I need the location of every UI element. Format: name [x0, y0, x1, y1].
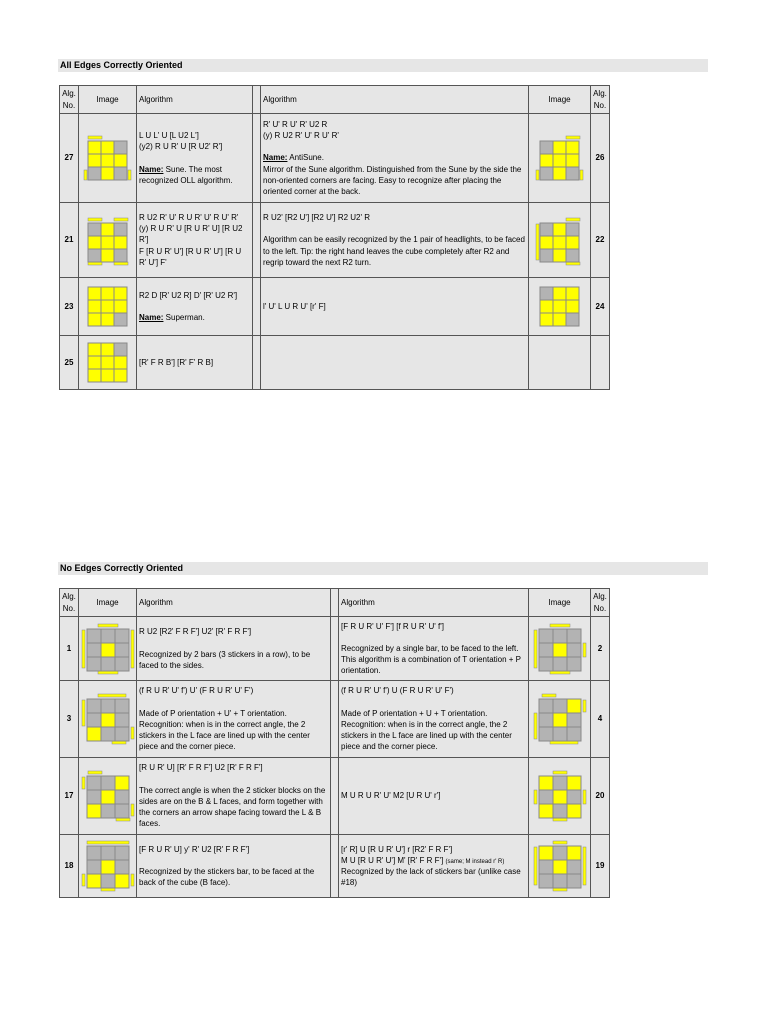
table-row [60, 617, 610, 681]
sune-case-icon [79, 114, 137, 203]
col-header-alg-no: Alg. No. [60, 86, 79, 114]
superman-case-icon [79, 278, 137, 336]
case-24-icon [529, 278, 591, 336]
table-header-row [60, 86, 610, 114]
col-header-image: Image [79, 589, 137, 617]
table-row [60, 835, 610, 898]
case-2-icon [529, 617, 591, 681]
algorithm-text: R2 D [R' U2 R] D' [R' U2 R'] Name: Superman. [137, 278, 253, 336]
algorithm-text: L U L' U [L U2 L'] (y2) R U R' U [R U2' R'] Name: Sune. The most recognized OLL algorithm. [137, 114, 253, 203]
alg-number: 21 [60, 203, 79, 278]
case-17-icon [79, 758, 137, 835]
oll-table-no-edges [59, 588, 610, 898]
algorithm-text: l' U' L U R U' [r' F] [261, 278, 529, 336]
alg-number: 3 [60, 681, 79, 758]
table-row [60, 681, 610, 758]
case-25-icon [79, 336, 137, 390]
case-1-icon [79, 617, 137, 681]
alg-number: 27 [60, 114, 79, 203]
col-header-algorithm: Algorithm [261, 86, 529, 114]
antisune-case-icon [529, 114, 591, 203]
alg-number: 18 [60, 835, 79, 898]
table-header-row [60, 589, 610, 617]
alg-number: 26 [591, 114, 610, 203]
table-row [60, 114, 610, 203]
alg-number: 25 [60, 336, 79, 390]
alg-number: 24 [591, 278, 610, 336]
alg-number: 19 [591, 835, 610, 898]
case-18-icon [79, 835, 137, 898]
oll-table-all-edges [59, 85, 610, 390]
algorithm-text: (f R U R' U' f') U (F R U R' U' F') Made of P orientation + U + T orientation. Recognition: when is in the correct angle, the 2 stickers in the L face are lined up with the center piece and the corner piece. [339, 681, 529, 758]
algorithm-text: [r' R] U [R U R' U'] r [R2' F R F'] M U [R U R' U'] M' [R' F R F'] (same; M instead r' R) Recognized by the lack of stickers bar (unlike case #18) [339, 835, 529, 898]
algorithm-text: R U2 R' U' R U R' U' R U' R' (y) R U R' U [R U R' U] [R U2 R'] F [R U R' U'] [R U R' U'] [R U R' U'] F' [137, 203, 253, 278]
algorithm-text: [R' F R B'] [R' F' R B] [137, 336, 253, 390]
case-19-icon [529, 835, 591, 898]
alg-number: 4 [591, 681, 610, 758]
table-row [60, 336, 610, 390]
alg-number: 1 [60, 617, 79, 681]
col-header-algorithm: Algorithm [137, 86, 253, 114]
algorithm-text: R U2 [R2' F R F'] U2' [R' F R F'] Recognized by 2 bars (3 stickers in a row), to be faced to the sides. [137, 617, 331, 681]
col-header-algorithm: Algorithm [339, 589, 529, 617]
case-22-icon [529, 203, 591, 278]
alg-number: 17 [60, 758, 79, 835]
algorithm-text: (f R U R' U' f') U' (F R U R' U' F') Made of P orientation + U' + T orientation. Recognition: when is in the correct angle, the 2 stickers in the L face are lined up with the center piece and the corner piece. [137, 681, 331, 758]
alg-number: 22 [591, 203, 610, 278]
alg-number: 2 [591, 617, 610, 681]
col-header-image: Image [529, 86, 591, 114]
case-21-icon [79, 203, 137, 278]
table-row [60, 758, 610, 835]
case-20-icon [529, 758, 591, 835]
case-4-icon [529, 681, 591, 758]
algorithm-text: R U2' [R2 U'] [R2 U'] R2 U2' R Algorithm can be easily recognized by the 1 pair of headlights, to be faced to the left. Tip: the right hand leaves the cube completely after R2 and regrip toward the next R2 turn. [261, 203, 529, 278]
algorithm-text: R' U' R U' R' U2 R (y) R U2 R' U' R U' R' Name: AntiSune. Mirror of the Sune algorithm. Distinguished from the Sune by the side the non-oriented corners are facing. Easy to recognize after placing the oriented corner at the back. [261, 114, 529, 203]
algorithm-text: M U R U R' U' M2 [U R U' r'] [339, 758, 529, 835]
algorithm-text: [F R U R' U' F'] [f R U R' U' f'] Recognized by a single bar, to be faced to the left. This algorithm is a combination of T orientation + P orientation. [339, 617, 529, 681]
alg-number: 23 [60, 278, 79, 336]
table-row [60, 203, 610, 278]
algorithm-text: [F R U R' U] y' R' U2 [R' F R F'] Recognized by the stickers bar, to be faced at the back of the cube (B face). [137, 835, 331, 898]
algorithm-text: [R U R' U] [R' F R F'] U2 [R' F R F'] The correct angle is when the 2 sticker blocks on the sides are on the B & L faces, and form together with the corners an arrow shape facing toward the L & B faces. [137, 758, 331, 835]
col-header-algorithm: Algorithm [137, 589, 331, 617]
case-3-icon [79, 681, 137, 758]
col-header-image: Image [529, 589, 591, 617]
alg-number: 20 [591, 758, 610, 835]
section-title-all-edges: All Edges Correctly Oriented [58, 59, 708, 72]
col-header-image: Image [79, 86, 137, 114]
col-header-alg-no: Alg. No. [60, 589, 79, 617]
table-row [60, 278, 610, 336]
section-title-no-edges: No Edges Correctly Oriented [58, 562, 708, 575]
col-header-alg-no: Alg. No. [591, 86, 610, 114]
col-header-alg-no: Alg. No. [591, 589, 610, 617]
